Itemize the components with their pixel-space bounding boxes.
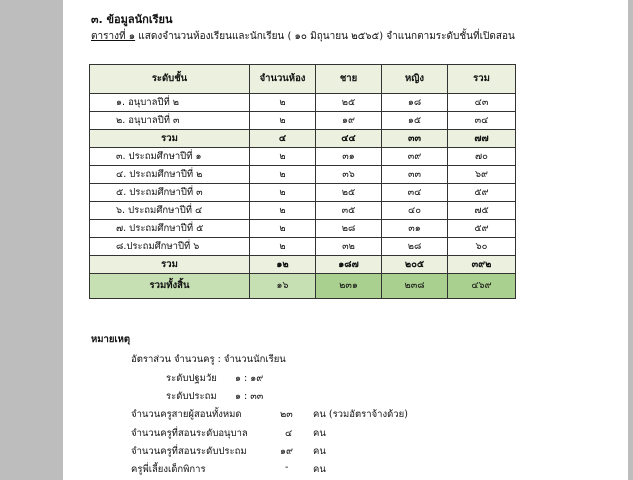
cell-female: ๓๓: [382, 166, 448, 184]
notes-title: หมายเหตุ: [91, 334, 131, 345]
cell-female: ๑๘: [382, 94, 448, 112]
ratio-early-value: ๑ : ๑๙: [235, 373, 264, 384]
grand-total-total: ๔๖๙: [448, 274, 516, 299]
ratio-early-label: ระดับปฐมวัย: [166, 373, 217, 384]
notes-section: [91, 332, 130, 347]
cell-male: ๒๕: [316, 184, 382, 202]
caregiver-label: ครูพี่เลี้ยงเด็กพิการ: [131, 464, 206, 475]
header-female: หญิง: [382, 65, 448, 94]
student-table: [89, 64, 516, 299]
cell-male: ๓๑: [316, 148, 382, 166]
cell-total: ๓๔: [448, 112, 516, 130]
cell-rooms: ๒: [250, 238, 316, 256]
cell-rooms: ๒: [250, 202, 316, 220]
table-caption-text: แสดงจำนวนห้องเรียนและนักเรียน ( ๑๐ มิถุนายน ๒๕๖๕) จำแนกตามระดับชั้นที่เปิดสอน: [138, 31, 515, 42]
table-caption-label: ตารางที่ ๑: [91, 31, 136, 42]
cell-total: ๖๐: [448, 238, 516, 256]
section-title: ๓. ข้อมูลนักเรียน: [91, 13, 173, 26]
cell-level: ๑. อนุบาลปีที่ ๒: [90, 94, 250, 112]
kinder-teachers-label: จำนวนครูที่สอนระดับอนุบาล: [131, 428, 248, 439]
teachers-total-unit: คน (รวมอัตราจ้างด้วย): [313, 409, 408, 420]
cell-female: ๓๙: [382, 148, 448, 166]
cell-total: ๖๙: [448, 166, 516, 184]
cell-female: ๒๘: [382, 238, 448, 256]
subtotal-male: ๔๔: [316, 130, 382, 148]
teachers-total-value: ๒๓: [280, 409, 293, 420]
cell-level: ๕. ประถมศึกษาปีที่ ๓: [90, 184, 250, 202]
teachers-total-label: จำนวนครูสายผู้สอนทั้งหมด: [131, 409, 242, 420]
cell-male: ๓๒: [316, 238, 382, 256]
kinder-teachers-unit: คน: [313, 428, 326, 439]
cell-male: ๓๕: [316, 202, 382, 220]
ratio-primary-label: ระดับประถม: [166, 391, 217, 402]
table-header-row: [90, 65, 516, 94]
grand-total-rooms: ๑๖: [250, 274, 316, 299]
table-row: [90, 112, 516, 130]
cell-rooms: ๒: [250, 184, 316, 202]
table-row: [90, 220, 516, 238]
table-row: [90, 148, 516, 166]
grand-total-female: ๒๓๘: [382, 274, 448, 299]
subtotal-male: ๑๘๗: [316, 256, 382, 274]
cell-male: ๑๙: [316, 112, 382, 130]
cell-rooms: ๒: [250, 94, 316, 112]
ratio-title: อัตราส่วน จำนวนครู : จำนวนนักเรียน: [131, 354, 286, 365]
cell-rooms: ๒: [250, 112, 316, 130]
kindergarten-subtotal-row: [90, 130, 516, 148]
cell-female: ๑๕: [382, 112, 448, 130]
grand-total-label: รวมทั้งสิ้น: [90, 274, 250, 299]
cell-level: ๔. ประถมศึกษาปีที่ ๒: [90, 166, 250, 184]
cell-level: ๓. ประถมศึกษาปีที่ ๑: [90, 148, 250, 166]
subtotal-rooms: ๑๒: [250, 256, 316, 274]
cell-rooms: ๒: [250, 148, 316, 166]
primary-teachers-value: ๑๙: [280, 446, 293, 457]
cell-total: ๗๕: [448, 202, 516, 220]
subtotal-female: ๒๐๕: [382, 256, 448, 274]
header-male: ชาย: [316, 65, 382, 94]
table-caption: [91, 29, 515, 44]
cell-rooms: ๒: [250, 220, 316, 238]
subtotal-label: รวม: [90, 256, 250, 274]
cell-male: ๓๖: [316, 166, 382, 184]
cell-total: ๗๐: [448, 148, 516, 166]
cell-female: ๔๐: [382, 202, 448, 220]
table-row: [90, 166, 516, 184]
header-rooms: จำนวนห้อง: [250, 65, 316, 94]
cell-level: ๖. ประถมศึกษาปีที่ ๔: [90, 202, 250, 220]
table-row: [90, 184, 516, 202]
grand-total-row: [90, 274, 516, 299]
subtotal-total: ๓๙๒: [448, 256, 516, 274]
ratio-primary-value: ๑ : ๓๓: [235, 391, 264, 402]
header-level: ระดับชั้น: [90, 65, 250, 94]
grand-total-male: ๒๓๑: [316, 274, 382, 299]
cell-level: ๒. อนุบาลปีที่ ๓: [90, 112, 250, 130]
table-row: [90, 94, 516, 112]
cell-male: ๒๕: [316, 94, 382, 112]
subtotal-rooms: ๔: [250, 130, 316, 148]
caregiver-unit: คน: [313, 464, 326, 475]
cell-rooms: ๒: [250, 166, 316, 184]
subtotal-label: รวม: [90, 130, 250, 148]
primary-teachers-unit: คน: [313, 446, 326, 457]
table-row: [90, 238, 516, 256]
subtotal-female: ๓๓: [382, 130, 448, 148]
cell-total: ๔๓: [448, 94, 516, 112]
subtotal-total: ๗๗: [448, 130, 516, 148]
cell-level: ๘.ประถมศึกษาปีที่ ๖: [90, 238, 250, 256]
cell-level: ๗. ประถมศึกษาปีที่ ๕: [90, 220, 250, 238]
cell-male: ๒๘: [316, 220, 382, 238]
table-row: [90, 202, 516, 220]
primary-teachers-label: จำนวนครูที่สอนระดับประถม: [131, 446, 247, 457]
document-page: [63, 0, 628, 480]
cell-total: ๕๙: [448, 184, 516, 202]
caregiver-value: -: [285, 462, 289, 473]
kinder-teachers-value: ๔: [285, 428, 293, 439]
header-total: รวม: [448, 65, 516, 94]
cell-female: ๓๑: [382, 220, 448, 238]
cell-female: ๓๔: [382, 184, 448, 202]
primary-subtotal-row: [90, 256, 516, 274]
cell-total: ๕๙: [448, 220, 516, 238]
